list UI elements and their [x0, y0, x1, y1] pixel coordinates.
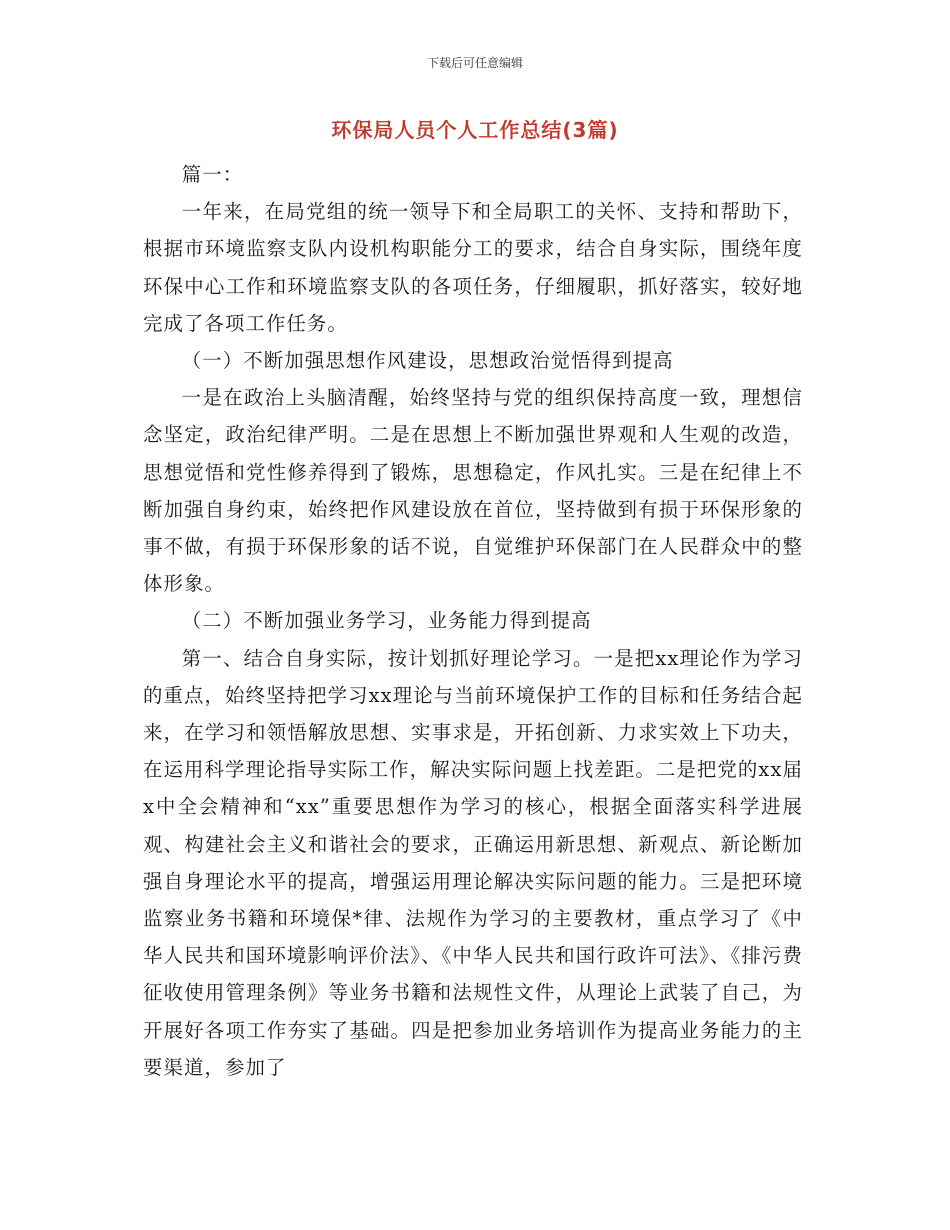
- section-heading-part-one: 篇一：: [181, 163, 244, 186]
- intro-paragraph: 一年来，在局党组的统一领导下和全局职工的关怀、支持和帮助下，根据市环境监察支队内设机构职能分工的要求，结合自身实际，围绕年度环保中心工作和环境监察支队的各项任务，仔细履职，抓好落实，较好地完成了各项工作任务。: [143, 200, 803, 335]
- page-header-note: 下载后可任意编辑: [426, 56, 523, 70]
- document-body: [143, 156, 803, 1086]
- subheading-business-study: （二）不断加强业务学习，业务能力得到提高: [181, 609, 592, 633]
- paragraph-theory-study: 第一、结合自身实际，按计划抓好理论学习。一是把xx理论作为学习的重点，始终坚持把学习xx理论与当前环境保护工作的目标和任务结合起来，在学习和领悟解放思想、实事求是，开拓创新、力求实效上下功夫，在运用科学理论指导实际工作，解决实际问题上找差距。二是把党的xx届x中全会精神和“xx”重要思想作为学习的核心，根据全面落实科学进展观、构建社会主义和谐社会的要求，正确运用新思想、新观点、新论断加强自身理论水平的提高，增强运用理论解决实际问题的能力。三是把环境监察业务书籍和环境保*律、法规作为学习的主要教材，重点学习了《中华人民共和国环境影响评价法》、《中华人民共和国行政许可法》、《排污费征收使用管理条例》等业务书籍和法规性文件，从理论上武装了自己，为开展好各项工作夯实了基础。四是把参加业务培训作为提高业务能力的主要渠道，参加了: [143, 646, 803, 1079]
- paragraph-political-awareness: 一是在政治上头脑清醒，始终坚持与党的组织保持高度一致，理想信念坚定，政治纪律严明。二是在思想上不断加强世界观和人生观的改造，思想觉悟和党性修养得到了锻炼，思想稳定，作风扎实。三是在纪律上不断加强自身约束，始终把作风建设放在首位，坚持做到有损于环保形象的事不做，有损于环保形象的话不说，自觉维护环保部门在人民群众中的整体形象。: [143, 386, 803, 596]
- document-title: 环保局人员个人工作总结(3篇): [331, 118, 619, 142]
- subheading-ideological-style: （一）不断加强思想作风建设，思想政治觉悟得到提高: [181, 349, 674, 373]
